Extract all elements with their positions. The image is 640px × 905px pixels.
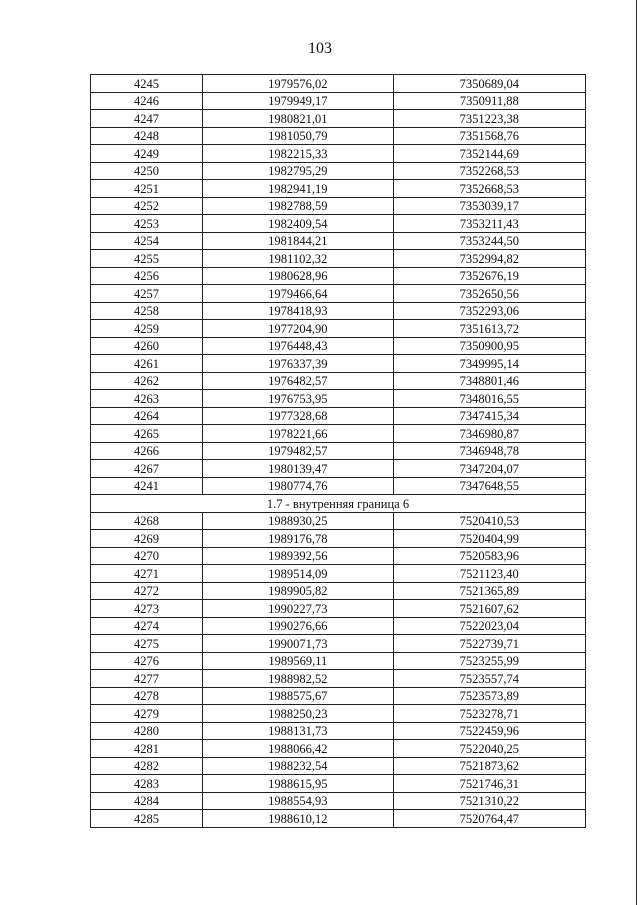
table-row — [91, 547, 586, 565]
y-coordinate-cell: 7520764,47 — [393, 810, 585, 828]
x-coordinate-cell: 1988575,67 — [203, 687, 393, 705]
y-coordinate-cell: 7347415,34 — [393, 407, 585, 425]
y-coordinate-cell: 7521746,31 — [393, 775, 585, 793]
point-number-cell: 4280 — [91, 722, 203, 740]
x-coordinate-cell: 1989569,11 — [203, 652, 393, 670]
table-row — [91, 425, 586, 443]
x-coordinate-cell: 1979482,57 — [203, 442, 393, 460]
x-coordinate-cell: 1982941,19 — [203, 180, 393, 198]
table-row — [91, 565, 586, 583]
point-number-cell: 4277 — [91, 670, 203, 688]
y-coordinate-cell: 7353244,50 — [393, 232, 585, 250]
x-coordinate-cell: 1980139,47 — [203, 460, 393, 478]
y-coordinate-cell: 7353039,17 — [393, 197, 585, 215]
y-coordinate-cell: 7520410,53 — [393, 512, 585, 530]
x-coordinate-cell: 1988250,23 — [203, 705, 393, 723]
table-row — [91, 600, 586, 618]
table-row — [91, 407, 586, 425]
y-coordinate-cell: 7520583,96 — [393, 547, 585, 565]
point-number-cell: 4246 — [91, 92, 203, 110]
x-coordinate-cell: 1989905,82 — [203, 582, 393, 600]
coordinates-table-body — [91, 75, 586, 828]
table-row — [91, 372, 586, 390]
table-row — [91, 145, 586, 163]
point-number-cell: 4281 — [91, 740, 203, 758]
x-coordinate-cell: 1981050,79 — [203, 127, 393, 145]
table-row — [91, 705, 586, 723]
x-coordinate-cell: 1990071,73 — [203, 635, 393, 653]
x-coordinate-cell: 1988066,42 — [203, 740, 393, 758]
point-number-cell: 4256 — [91, 267, 203, 285]
x-coordinate-cell: 1977328,68 — [203, 407, 393, 425]
x-coordinate-cell: 1979949,17 — [203, 92, 393, 110]
x-coordinate-cell: 1989514,09 — [203, 565, 393, 583]
point-number-cell: 4283 — [91, 775, 203, 793]
y-coordinate-cell: 7520404,99 — [393, 530, 585, 548]
point-number-cell: 4269 — [91, 530, 203, 548]
table-row — [91, 267, 586, 285]
point-number-cell: 4259 — [91, 320, 203, 338]
point-number-cell: 4265 — [91, 425, 203, 443]
x-coordinate-cell: 1982795,29 — [203, 162, 393, 180]
y-coordinate-cell: 7346980,87 — [393, 425, 585, 443]
point-number-cell: 4272 — [91, 582, 203, 600]
table-row — [91, 477, 586, 495]
point-number-cell: 4275 — [91, 635, 203, 653]
point-number-cell: 4260 — [91, 337, 203, 355]
y-coordinate-cell: 7521607,62 — [393, 600, 585, 618]
y-coordinate-cell: 7352994,82 — [393, 250, 585, 268]
point-number-cell: 4278 — [91, 687, 203, 705]
y-coordinate-cell: 7523278,71 — [393, 705, 585, 723]
x-coordinate-cell: 1988232,54 — [203, 757, 393, 775]
point-number-cell: 4284 — [91, 792, 203, 810]
y-coordinate-cell: 7353211,43 — [393, 215, 585, 233]
x-coordinate-cell: 1981844,21 — [203, 232, 393, 250]
x-coordinate-cell: 1976337,39 — [203, 355, 393, 373]
y-coordinate-cell: 7523255,99 — [393, 652, 585, 670]
y-coordinate-cell: 7352144,69 — [393, 145, 585, 163]
x-coordinate-cell: 1988930,25 — [203, 512, 393, 530]
x-coordinate-cell: 1990227,73 — [203, 600, 393, 618]
table-row — [91, 512, 586, 530]
point-number-cell: 4247 — [91, 110, 203, 128]
point-number-cell: 4250 — [91, 162, 203, 180]
y-coordinate-cell: 7522040,25 — [393, 740, 585, 758]
y-coordinate-cell: 7347648,55 — [393, 477, 585, 495]
table-row — [91, 442, 586, 460]
point-number-cell: 4285 — [91, 810, 203, 828]
table-row — [91, 232, 586, 250]
table-row — [91, 75, 586, 93]
y-coordinate-cell: 7352668,53 — [393, 180, 585, 198]
table-row — [91, 127, 586, 145]
table-row — [91, 180, 586, 198]
table-row — [91, 792, 586, 810]
table-row — [91, 652, 586, 670]
point-number-cell: 4262 — [91, 372, 203, 390]
x-coordinate-cell: 1979466,64 — [203, 285, 393, 303]
page-edge-line — [636, 0, 637, 905]
table-row — [91, 722, 586, 740]
y-coordinate-cell: 7350689,04 — [393, 75, 585, 93]
x-coordinate-cell: 1982215,33 — [203, 145, 393, 163]
point-number-cell: 4270 — [91, 547, 203, 565]
x-coordinate-cell: 1980821,01 — [203, 110, 393, 128]
y-coordinate-cell: 7347204,07 — [393, 460, 585, 478]
x-coordinate-cell: 1982409,54 — [203, 215, 393, 233]
point-number-cell: 4279 — [91, 705, 203, 723]
point-number-cell: 4261 — [91, 355, 203, 373]
y-coordinate-cell: 7521873,62 — [393, 757, 585, 775]
table-row — [91, 757, 586, 775]
x-coordinate-cell: 1988554,93 — [203, 792, 393, 810]
x-coordinate-cell: 1988615,95 — [203, 775, 393, 793]
section-header-row — [91, 495, 586, 513]
y-coordinate-cell: 7522459,96 — [393, 722, 585, 740]
table-row — [91, 687, 586, 705]
point-number-cell: 4255 — [91, 250, 203, 268]
point-number-cell: 4274 — [91, 617, 203, 635]
point-number-cell: 4251 — [91, 180, 203, 198]
y-coordinate-cell: 7352676,19 — [393, 267, 585, 285]
point-number-cell: 4276 — [91, 652, 203, 670]
y-coordinate-cell: 7348016,55 — [393, 390, 585, 408]
y-coordinate-cell: 7350900,95 — [393, 337, 585, 355]
table-row — [91, 530, 586, 548]
table-row — [91, 355, 586, 373]
y-coordinate-cell: 7349995,14 — [393, 355, 585, 373]
table-row — [91, 162, 586, 180]
table-row — [91, 320, 586, 338]
table-row — [91, 302, 586, 320]
point-number-cell: 4282 — [91, 757, 203, 775]
x-coordinate-cell: 1978221,66 — [203, 425, 393, 443]
table-row — [91, 775, 586, 793]
table-row — [91, 810, 586, 828]
y-coordinate-cell: 7521365,89 — [393, 582, 585, 600]
y-coordinate-cell: 7521310,22 — [393, 792, 585, 810]
y-coordinate-cell: 7346948,78 — [393, 442, 585, 460]
point-number-cell: 4253 — [91, 215, 203, 233]
x-coordinate-cell: 1976482,57 — [203, 372, 393, 390]
table-row — [91, 215, 586, 233]
page-number: 103 — [308, 40, 332, 57]
table-row — [91, 250, 586, 268]
point-number-cell: 4267 — [91, 460, 203, 478]
table-row — [91, 110, 586, 128]
x-coordinate-cell: 1979576,02 — [203, 75, 393, 93]
y-coordinate-cell: 7352650,56 — [393, 285, 585, 303]
x-coordinate-cell: 1976448,43 — [203, 337, 393, 355]
x-coordinate-cell: 1982788,59 — [203, 197, 393, 215]
table-row — [91, 285, 586, 303]
point-number-cell: 4241 — [91, 477, 203, 495]
table-row — [91, 337, 586, 355]
point-number-cell: 4268 — [91, 512, 203, 530]
x-coordinate-cell: 1981102,32 — [203, 250, 393, 268]
x-coordinate-cell: 1980774,76 — [203, 477, 393, 495]
y-coordinate-cell: 7523573,89 — [393, 687, 585, 705]
table-row — [91, 617, 586, 635]
x-coordinate-cell: 1988131,73 — [203, 722, 393, 740]
point-number-cell: 4271 — [91, 565, 203, 583]
y-coordinate-cell: 7521123,40 — [393, 565, 585, 583]
table-row — [91, 197, 586, 215]
table-row — [91, 670, 586, 688]
table-row — [91, 740, 586, 758]
y-coordinate-cell: 7522023,04 — [393, 617, 585, 635]
point-number-cell: 4263 — [91, 390, 203, 408]
y-coordinate-cell: 7351223,38 — [393, 110, 585, 128]
point-number-cell: 4258 — [91, 302, 203, 320]
x-coordinate-cell: 1989392,56 — [203, 547, 393, 565]
point-number-cell: 4273 — [91, 600, 203, 618]
x-coordinate-cell: 1976753,95 — [203, 390, 393, 408]
x-coordinate-cell: 1988610,12 — [203, 810, 393, 828]
table-row — [91, 635, 586, 653]
y-coordinate-cell: 7522739,71 — [393, 635, 585, 653]
x-coordinate-cell: 1989176,78 — [203, 530, 393, 548]
coordinates-table — [90, 74, 586, 828]
point-number-cell: 4248 — [91, 127, 203, 145]
point-number-cell: 4257 — [91, 285, 203, 303]
y-coordinate-cell: 7351613,72 — [393, 320, 585, 338]
x-coordinate-cell: 1978418,93 — [203, 302, 393, 320]
point-number-cell: 4249 — [91, 145, 203, 163]
table-row — [91, 390, 586, 408]
point-number-cell: 4266 — [91, 442, 203, 460]
table-row — [91, 460, 586, 478]
y-coordinate-cell: 7352293,06 — [393, 302, 585, 320]
y-coordinate-cell: 7348801,46 — [393, 372, 585, 390]
point-number-cell: 4254 — [91, 232, 203, 250]
y-coordinate-cell: 7523557,74 — [393, 670, 585, 688]
y-coordinate-cell: 7350911,88 — [393, 92, 585, 110]
table-row — [91, 582, 586, 600]
x-coordinate-cell: 1980628,96 — [203, 267, 393, 285]
x-coordinate-cell: 1990276,66 — [203, 617, 393, 635]
x-coordinate-cell: 1977204,90 — [203, 320, 393, 338]
section-header: 1.7 - внутренняя граница 6 — [91, 495, 586, 513]
y-coordinate-cell: 7351568,76 — [393, 127, 585, 145]
x-coordinate-cell: 1988982,52 — [203, 670, 393, 688]
point-number-cell: 4264 — [91, 407, 203, 425]
point-number-cell: 4245 — [91, 75, 203, 93]
y-coordinate-cell: 7352268,53 — [393, 162, 585, 180]
point-number-cell: 4252 — [91, 197, 203, 215]
table-row — [91, 92, 586, 110]
